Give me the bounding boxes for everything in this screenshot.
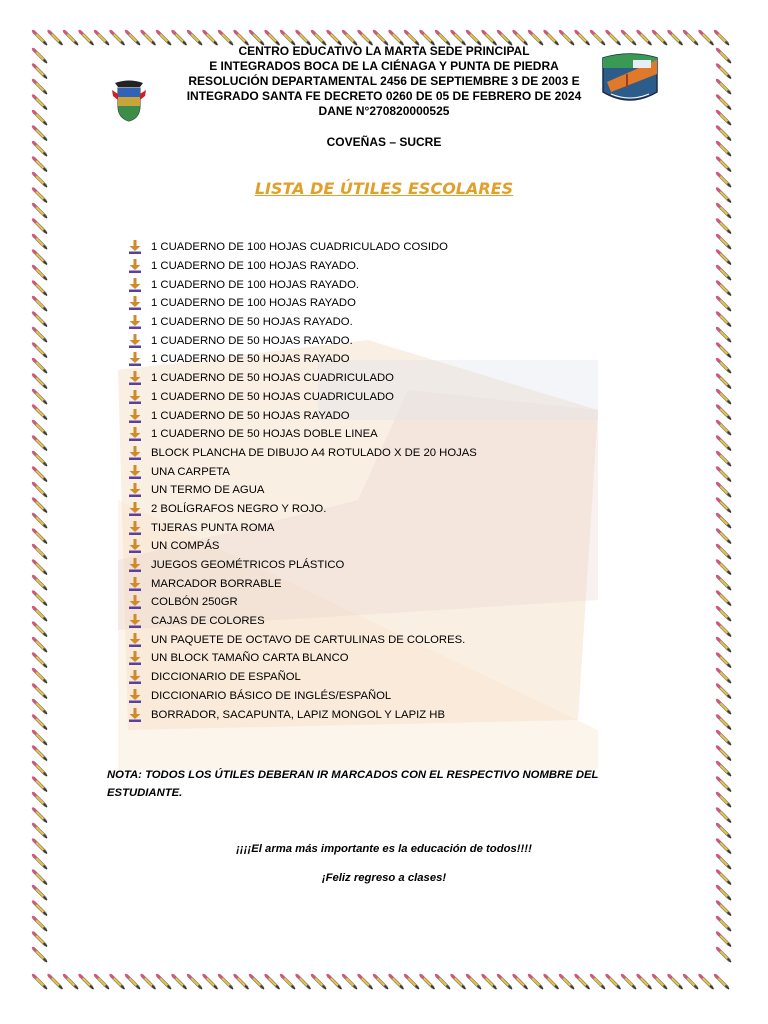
list-item xyxy=(128,388,477,407)
list-item xyxy=(128,593,477,612)
arrow-down-bullet-icon xyxy=(128,371,142,385)
header-line: DANE N°270820000525 xyxy=(318,104,450,118)
list-item-text: JUEGOS GEOMÉTRICOS PLÁSTICO xyxy=(151,559,345,572)
page-title: LISTA DE ÚTILES ESCOLARES xyxy=(254,179,514,198)
arrow-down-bullet-icon xyxy=(128,278,142,292)
list-item-text: 1 CUADERNO DE 50 HOJAS RAYADO. xyxy=(151,334,353,347)
list-item-text: 1 CUADERNO DE 100 HOJAS CUADRICULADO COSIDO xyxy=(151,241,448,254)
list-item xyxy=(128,275,477,294)
arrow-down-bullet-icon xyxy=(128,689,142,703)
arrow-down-bullet-icon xyxy=(128,240,142,254)
list-item-text: UN TERMO DE AGUA xyxy=(151,484,265,497)
note-text: NOTA: TODOS LOS ÚTILES DEBERAN IR MARCADOS CON EL RESPECTIVO NOMBRE DEL ESTUDIANTE. xyxy=(107,769,599,799)
list-item-text: 2 BOLÍGRAFOS NEGRO Y ROJO. xyxy=(151,502,327,515)
arrow-down-bullet-icon xyxy=(128,614,142,628)
supplies-list xyxy=(128,238,477,724)
list-item-text: DICCIONARIO BÁSICO DE INGLÉS/ESPAÑOL xyxy=(151,689,392,702)
header-line: INTEGRADO SANTA FE DECRETO 0260 DE 05 DE FEBRERO DE 2024 xyxy=(186,89,582,103)
arrow-down-bullet-icon xyxy=(128,502,142,516)
list-item xyxy=(128,425,477,444)
list-item-text: 1 CUADERNO DE 50 HOJAS CUADRICULADO xyxy=(151,372,394,385)
list-item-text: 1 CUADERNO DE 50 HOJAS CUADRICULADO xyxy=(151,390,394,403)
header-line: E INTEGRADOS BOCA DE LA CIÉNAGA Y PUNTA DE PIEDRA xyxy=(209,59,559,73)
quote-text: ¡¡¡¡El arma más importante es la educación de todos!!!! xyxy=(236,843,532,855)
list-item xyxy=(128,331,477,350)
list-item-text: 1 CUADERNO DE 50 HOJAS DOBLE LINEA xyxy=(151,428,378,441)
list-item xyxy=(128,350,477,369)
list-item xyxy=(128,444,477,463)
list-item xyxy=(128,406,477,425)
arrow-down-bullet-icon xyxy=(128,633,142,647)
list-item-text: BORRADOR, SACAPUNTA, LAPIZ MONGOL Y LAPIZ HB xyxy=(151,708,445,721)
arrow-down-bullet-icon xyxy=(128,390,142,404)
list-item xyxy=(128,574,477,593)
arrow-down-bullet-icon xyxy=(128,483,142,497)
arrow-down-bullet-icon xyxy=(128,409,142,423)
arrow-down-bullet-icon xyxy=(128,521,142,535)
list-item-text: 1 CUADERNO DE 100 HOJAS RAYADO. xyxy=(151,260,359,273)
arrow-down-bullet-icon xyxy=(128,352,142,366)
list-item-text: DICCIONARIO DE ESPAÑOL xyxy=(151,671,301,684)
list-item xyxy=(128,630,477,649)
arrow-down-bullet-icon xyxy=(128,539,142,553)
arrow-down-bullet-icon xyxy=(128,446,142,460)
arrow-down-bullet-icon xyxy=(128,259,142,273)
list-item-text: UN BLOCK TAMAÑO CARTA BLANCO xyxy=(151,652,349,665)
list-item-text: MARCADOR BORRABLE xyxy=(151,577,282,590)
list-item xyxy=(128,238,477,257)
list-item xyxy=(128,500,477,519)
school-header xyxy=(0,44,768,119)
list-item xyxy=(128,481,477,500)
arrow-down-bullet-icon xyxy=(128,577,142,591)
arrow-down-bullet-icon xyxy=(128,465,142,479)
list-item xyxy=(128,518,477,537)
list-item xyxy=(128,462,477,481)
list-item xyxy=(128,257,477,276)
arrow-down-bullet-icon xyxy=(128,595,142,609)
list-item-text: 1 CUADERNO DE 100 HOJAS RAYADO xyxy=(151,297,356,310)
list-item-text: TIJERAS PUNTA ROMA xyxy=(151,521,275,534)
list-item xyxy=(128,537,477,556)
list-item-text: UN PAQUETE DE OCTAVO DE CARTULINAS DE COLORES. xyxy=(151,633,466,646)
arrow-down-bullet-icon xyxy=(128,558,142,572)
arrow-down-bullet-icon xyxy=(128,315,142,329)
arrow-down-bullet-icon xyxy=(128,334,142,348)
header-line: CENTRO EDUCATIVO LA MARTA SEDE PRINCIPAL xyxy=(238,44,530,58)
header-line: RESOLUCIÓN DEPARTAMENTAL 2456 DE SEPTIEMBRE 3 DE 2003 E xyxy=(188,74,580,88)
arrow-down-bullet-icon xyxy=(128,296,142,310)
list-item-text: UN COMPÁS xyxy=(151,540,220,553)
list-item-text: 1 CUADERNO DE 100 HOJAS RAYADO. xyxy=(151,278,359,291)
list-item-text: 1 CUADERNO DE 50 HOJAS RAYADO. xyxy=(151,316,353,329)
list-item-text: CAJAS DE COLORES xyxy=(151,615,265,628)
list-item-text: 1 CUADERNO DE 50 HOJAS RAYADO xyxy=(151,409,350,422)
arrow-down-bullet-icon xyxy=(128,708,142,722)
city-label: COVEÑAS – SUCRE xyxy=(326,135,442,149)
list-item-text: 1 CUADERNO DE 50 HOJAS RAYADO xyxy=(151,353,350,366)
arrow-down-bullet-icon xyxy=(128,670,142,684)
list-item xyxy=(128,294,477,313)
list-item-text: UNA CARPETA xyxy=(151,465,230,478)
list-item xyxy=(128,369,477,388)
arrow-down-bullet-icon xyxy=(128,651,142,665)
list-item xyxy=(128,705,477,724)
list-item-text: COLBÓN 250GR xyxy=(151,596,238,609)
list-item-text: BLOCK PLANCHA DE DIBUJO A4 ROTULADO X DE 20 HOJAS xyxy=(151,446,477,459)
arrow-down-bullet-icon xyxy=(128,427,142,441)
list-item xyxy=(128,687,477,706)
list-item xyxy=(128,612,477,631)
list-item xyxy=(128,556,477,575)
list-item xyxy=(128,668,477,687)
list-item xyxy=(128,649,477,668)
list-item xyxy=(128,313,477,332)
greeting-text: ¡Feliz regreso a clases! xyxy=(321,872,447,884)
